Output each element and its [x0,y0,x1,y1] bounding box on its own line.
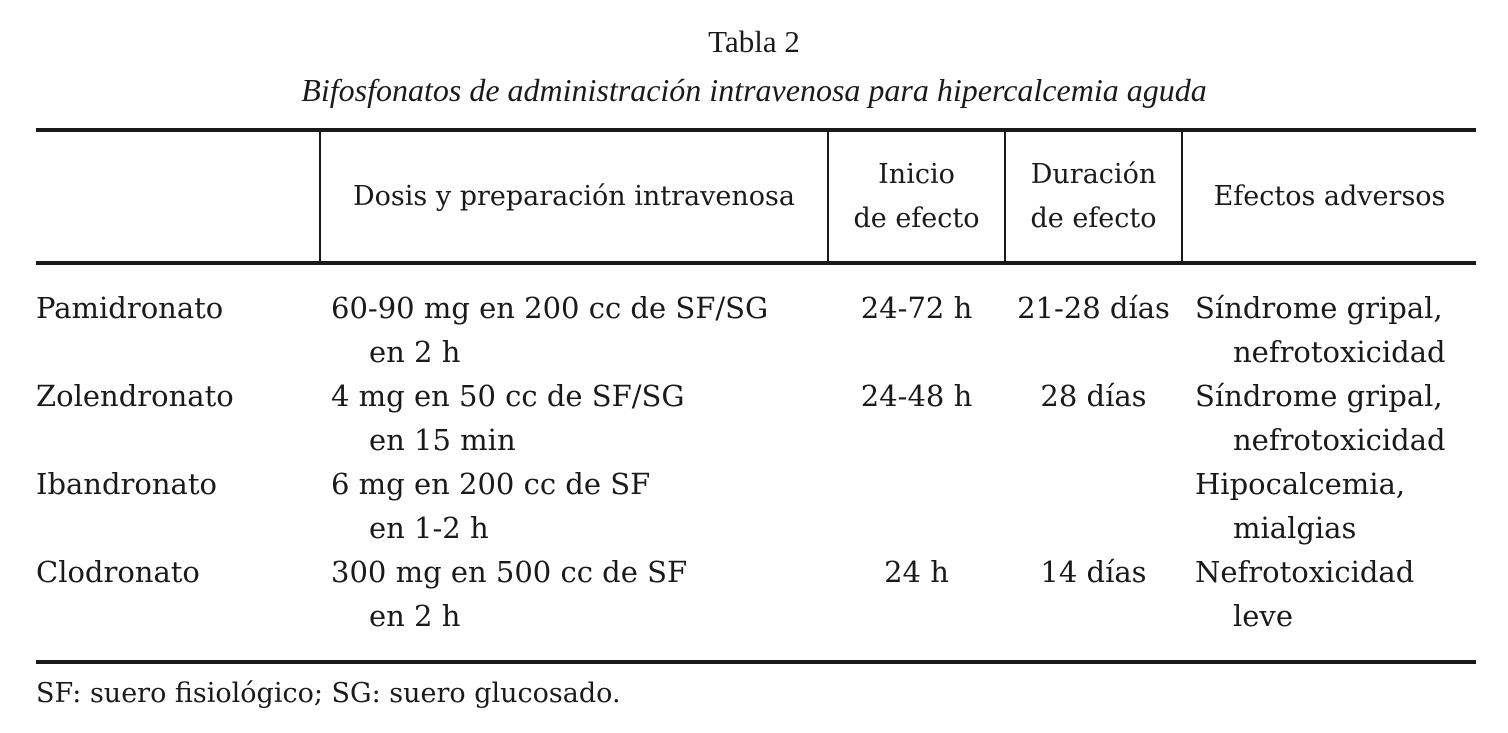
efectos-line2: leve [1233,599,1293,633]
dose-line2: en 1-2 h [369,511,489,545]
row-clodronato-inicio: 24 h [884,555,949,589]
header-efectos-label: Efectos adversos [1213,180,1446,212]
row-clodronato-dose [331,550,687,638]
row-pamidronato-duracion: 21-28 días [1017,291,1170,325]
header-duracion-line1: Duración [1030,158,1157,190]
dose-line2: en 2 h [369,335,461,369]
dose-line2: en 15 min [369,423,516,457]
row-zolendronato-drug: Zolendronato [36,379,234,413]
header-rule [36,261,1476,265]
row-pamidronato-inicio: 24-72 h [860,291,973,325]
row-clodronato-efectos [1195,550,1414,638]
row-pamidronato-efectos [1195,286,1446,374]
header-dosis [321,132,827,261]
efectos-line2: nefrotoxicidad [1233,335,1446,369]
row-ibandronato-drug: Ibandronato [36,467,217,501]
efectos-line1: Síndrome gripal, [1195,379,1443,413]
efectos-line1: Nefrotoxicidad [1195,555,1415,589]
row-zolendronato-efectos [1195,374,1446,462]
row-clodronato-duracion: 14 días [1040,555,1147,589]
header-inicio [829,132,1004,261]
dose-line1: 4 mg en 50 cc de SF/SG [331,379,685,413]
row-zolendronato-inicio: 24-48 h [860,379,973,413]
efectos-line2: nefrotoxicidad [1233,423,1446,457]
table-title: Tabla 2 [708,24,800,59]
table-subtitle: Bifosfonatos de administración intravenosa para hipercalcemia aguda [301,72,1207,108]
row-clodronato-drug: Clodronato [36,555,200,589]
header-duracion [1006,132,1181,261]
row-zolendronato-duracion: 28 días [1040,379,1147,413]
row-ibandronato-dose [331,462,650,550]
row-pamidronato-dose [331,286,768,374]
efectos-line1: Síndrome gripal, [1195,291,1443,325]
header-duracion-line2: de efecto [1030,202,1157,234]
efectos-line1: Hipocalcemia, [1195,467,1406,501]
row-pamidronato-drug: Pamidronato [36,291,224,325]
row-ibandronato-efectos [1195,462,1405,550]
row-zolendronato-dose [331,374,685,462]
footnote: SF: suero fisiológico; SG: suero glucosado. [36,678,621,709]
header-inicio-line1: Inicio [878,158,955,190]
dose-line1: 60-90 mg en 200 cc de SF/SG [331,291,769,325]
dose-line2: en 2 h [369,599,461,633]
dose-line1: 300 mg en 500 cc de SF [331,555,688,589]
efectos-line2: mialgias [1233,511,1357,545]
header-efectos [1183,132,1476,261]
header-inicio-line2: de efecto [853,202,980,234]
bottom-rule [36,660,1476,664]
dose-line1: 6 mg en 200 cc de SF [331,467,651,501]
header-dosis-label: Dosis y preparación intravenosa [353,180,795,212]
